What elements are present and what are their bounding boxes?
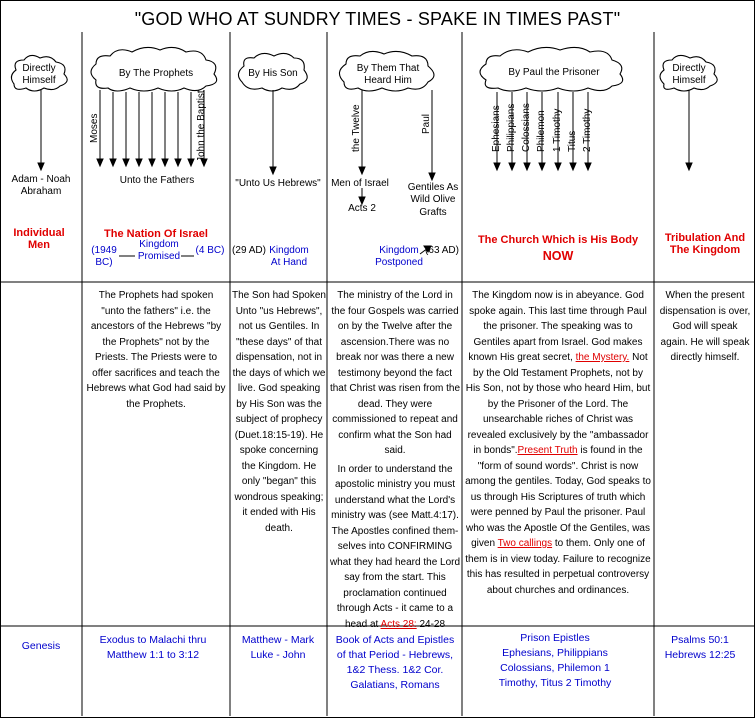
- footer-genesis: Genesis: [21, 640, 61, 652]
- recipient-fathers: Unto the Fathers: [119, 175, 195, 186]
- present-truth-link[interactable]: Present Truth: [517, 445, 578, 456]
- text-son: The Son had Spoken Unto "us Hebrews", not us Gentiles. In "these days" of that dispensation, not in the days of which we live. God speaking by His Son was the subject of prophecy (Duet.18:15-19). He spoke concerning the Kingdom. He only "began" this wondrous speaking; it ended with His death.: [232, 290, 326, 534]
- kingdom-postponed: Kingdom Postponed: [375, 245, 423, 269]
- period-church: The Church Which is His Body: [477, 234, 639, 246]
- epistle-1-timothy: 1 Timothy: [552, 108, 563, 152]
- label-moses: Moses: [89, 113, 100, 143]
- recipient-adam: Adam - Noah Abraham: [11, 174, 71, 198]
- label-paul: Paul: [421, 113, 432, 134]
- page-title: "GOD WHO AT SUNDRY TIMES - SPAKE IN TIMES PAST": [134, 9, 621, 29]
- recipient-acts2: Acts 2: [348, 203, 376, 214]
- label-the-twelve: the Twelve: [351, 104, 362, 152]
- cloud-label-directly-left: Directly Himself: [22, 63, 56, 87]
- cloud-label-heard: By Them That Heard Him: [356, 63, 420, 87]
- two-callings-link[interactable]: Two callings: [497, 538, 553, 549]
- recipient-hebrews: "Unto Us Hebrews": [235, 178, 321, 189]
- text-acts-b: In order to understand the apostolic ministry you must understand what the Lord's ministry was (see Matt.4:17). The Apostles confined them-selves into CONFIRMING what they had heard the Lord say from the start. This proclamation continued through Acts - it came to a head at Acts 28: 24-28: [329, 463, 461, 630]
- epistle-colossians: Colossians: [521, 103, 532, 152]
- epistle-philippians: Philippians: [506, 103, 517, 152]
- cloud-label-paul: By Paul the Prisoner: [508, 67, 600, 78]
- footer-exodus: Exodus to Malachi thru Matthew 1:1 to 3:12: [99, 634, 207, 661]
- mystery-link[interactable]: the Mystery.: [575, 352, 630, 363]
- footer-acts: Book of Acts and Epistles of that Period - Hebrews, 1&2 Thess. 1&2 Cor. Galatians, Romans: [335, 634, 455, 691]
- footer-psalms: Psalms 50:1 Hebrews 12:25: [664, 634, 736, 661]
- text-church: The Kingdom now is in abeyance. God spoke again. This last time through Paul the prisoner. The speaking was to Gentiles apart from Israel. God makes known His great secret, the Mystery. Not by the Old Testament Prophets, not by His Son, not by those who heard Him, but by the Prisoner of the Lord. The unsearchable riches of Christ was revealed exclusively by the "ambassador in bonds".Present Truth is found in the "form of sound words". Christ is now among the gentiles. Today, God speaks to us through His Scriptures of truth which were penned by Paul the prisoner. Paul who was the Apostle Of the Gentiles, was given Two callings to them. Only one of them is in view today. Failure to recognize this has resulted in perpetual controversy about churches and ordinances.: [465, 290, 651, 596]
- kingdom-promised: Kingdom Promised: [137, 239, 181, 263]
- acts-28-link[interactable]: Acts 28:: [380, 618, 417, 630]
- label-john-the-baptist: John the Baptist: [196, 90, 207, 162]
- epistle-philemon: Philemon: [536, 110, 547, 152]
- epistle-2-timothy: 2 Timothy: [582, 108, 593, 152]
- text-tribulation: When the present dispensation is over, God will speak again. He will speak directly himself.: [659, 290, 751, 363]
- period-individual: Individual Men: [13, 227, 65, 252]
- footer-prison: Prison Epistles Ephesians, Philippians Colossians, Philemon 1 Timothy, Titus 2 Timothy: [498, 632, 612, 689]
- footer-gospels: Matthew - Mark Luke - John: [241, 634, 315, 661]
- epistle-titus: Titus: [567, 130, 578, 152]
- date-29ad: (29 AD): [232, 245, 266, 256]
- recipient-gentiles: Gentiles As Wild Olive Grafts: [407, 182, 459, 218]
- text-acts-a: The ministry of the Lord in the four Gospels was carried on by the Twelve after the ascension.There was no break nor was there a new testimony beyond the fact that Christ was risen from the dead. They were commissioned to repeat and confirm what the Son had said.: [329, 290, 461, 456]
- text-acts: [329, 288, 461, 632]
- text-prophets: The Prophets had spoken "unto the fathers" i.e. the ancestors of the Hebrews "by the Prophets" not by the Priests. The Priests were to offer sacrifices and teach the Hebrews what God had said by the Prophets.: [86, 290, 226, 410]
- cloud-label-prophets: By The Prophets: [118, 68, 194, 79]
- date-1949bc: (1949 BC): [91, 245, 117, 269]
- cloud-label-son: By His Son: [248, 68, 298, 79]
- date-63ad: (63 AD): [425, 245, 459, 256]
- kingdom-at-hand: Kingdom At Hand: [269, 245, 309, 269]
- date-4bc: (4 BC): [195, 245, 225, 256]
- period-tribulation: Tribulation And The Kingdom: [664, 232, 746, 257]
- epistle-ephesians: Ephesians: [491, 105, 502, 152]
- period-now: NOW: [542, 249, 574, 263]
- period-israel: The Nation Of Israel: [104, 228, 208, 240]
- cloud-label-directly-right: Directly Himself: [672, 63, 706, 87]
- recipient-men-israel: Men of Israel: [331, 178, 389, 189]
